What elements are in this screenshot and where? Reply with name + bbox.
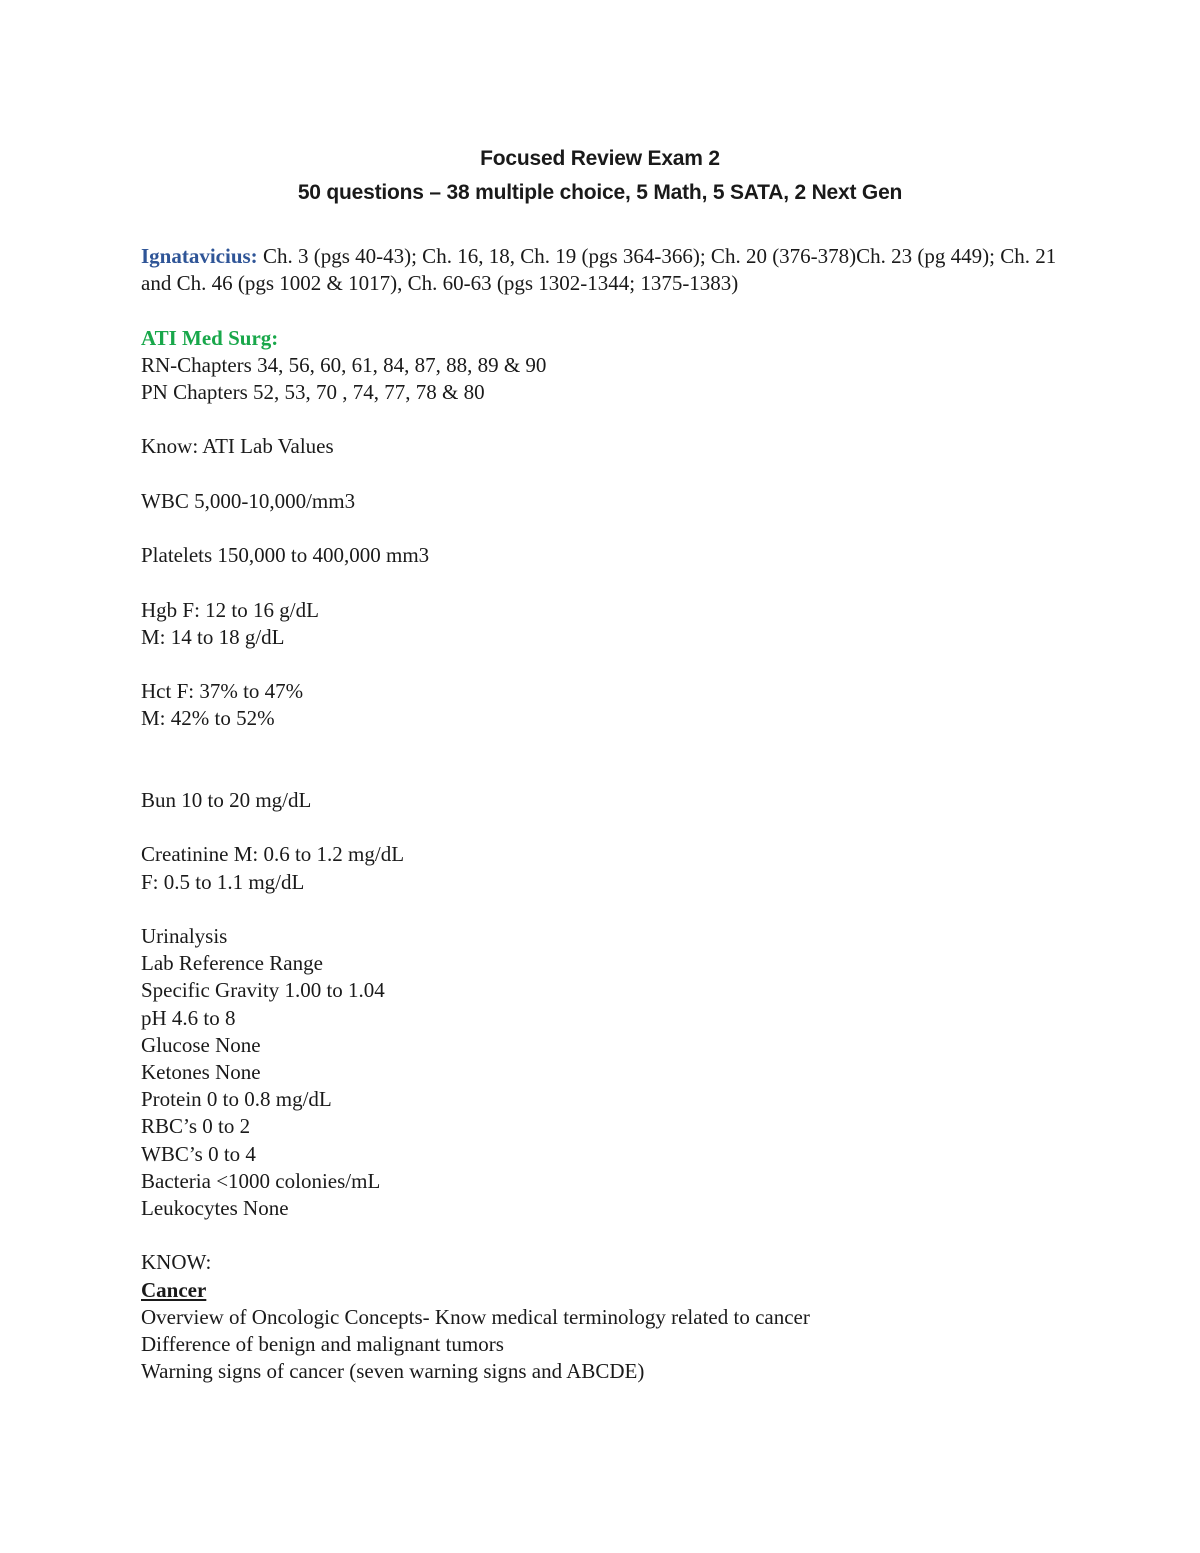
spacer <box>141 651 1071 678</box>
know-label: KNOW: <box>141 1250 212 1275</box>
urinalysis-item: WBC’s 0 to 4 <box>141 1141 256 1166</box>
ati-pn-chapters: PN Chapters 52, 53, 70 , 74, 77, 78 & 80 <box>141 380 485 404</box>
cancer-heading: Cancer <box>141 1277 207 1302</box>
document-body <box>141 243 1071 1385</box>
ignatavicius-text: Ch. 3 (pgs 40-43); Ch. 16, 18, Ch. 19 (pgs 364-366); Ch. 20 (376-378)Ch. 23 (pg 449); Ch. 21 and Ch. 46 (pgs 1002 & 1017), Ch. 60-63 (pgs 1302-1344; 1375-1383) <box>141 244 1057 296</box>
lab-platelets: Platelets 150,000 to 400,000 mm3 <box>141 543 430 568</box>
lab-bun: Bun 10 to 20 mg/dL <box>141 787 312 812</box>
lab-creatinine-male: Creatinine M: 0.6 to 1.2 mg/dL <box>141 842 405 867</box>
document-subtitle: 50 questions – 38 multiple choice, 5 Math, 5 SATA, 2 Next Gen <box>297 181 903 204</box>
cancer-item: Difference of benign and malignant tumors <box>141 1331 504 1356</box>
lab-wbc: WBC 5,000-10,000/mm3 <box>141 488 356 513</box>
urinalysis-item: RBC’s 0 to 2 <box>141 1114 251 1139</box>
lab-hgb-male: M: 14 to 18 g/dL <box>141 624 285 649</box>
urinalysis-item: Bacteria <1000 colonies/mL <box>141 1168 381 1193</box>
urinalysis-item: Ketones None <box>141 1059 261 1084</box>
spacer <box>141 461 1071 488</box>
urinalysis-item: pH 4.6 to 8 <box>141 1005 236 1030</box>
urinalysis-title: Urinalysis <box>141 923 228 948</box>
cancer-item: Overview of Oncologic Concepts- Know medical terminology related to cancer <box>141 1304 810 1329</box>
document-title: Focused Review Exam 2 <box>480 147 720 170</box>
ignatavicius-label: Ignatavicius: <box>141 244 258 268</box>
lab-hct-female: Hct F: 37% to 47% <box>141 679 304 704</box>
ati-label: ATI Med Surg: <box>141 325 279 350</box>
ati-rn-chapters: RN-Chapters 34, 56, 60, 61, 84, 87, 88, 89 & 90 <box>141 352 547 377</box>
urinalysis-item: Specific Gravity 1.00 to 1.04 <box>141 978 385 1003</box>
spacer <box>141 733 1071 787</box>
spacer <box>141 896 1071 923</box>
urinalysis-item: Leukocytes None <box>141 1195 289 1220</box>
lab-creatinine-female: F: 0.5 to 1.1 mg/dL <box>141 869 305 894</box>
know-lab-values: Know: ATI Lab Values <box>141 434 334 459</box>
spacer <box>141 569 1071 596</box>
ati-label-line <box>141 325 1071 352</box>
lab-hct-male: M: 42% to 52% <box>141 706 275 731</box>
urinalysis-subtitle: Lab Reference Range <box>141 951 323 976</box>
cancer-item: Warning signs of cancer (seven warning signs and ABCDE) <box>141 1359 645 1384</box>
spacer <box>141 406 1071 433</box>
urinalysis-item: Glucose None <box>141 1032 261 1057</box>
ignatavicius-paragraph <box>141 243 1071 297</box>
spacer <box>141 515 1071 542</box>
spacer <box>141 297 1071 324</box>
spacer <box>141 814 1071 841</box>
spacer <box>141 1222 1071 1249</box>
urinalysis-item: Protein 0 to 0.8 mg/dL <box>141 1087 332 1112</box>
lab-hgb-female: Hgb F: 12 to 16 g/dL <box>141 597 319 622</box>
